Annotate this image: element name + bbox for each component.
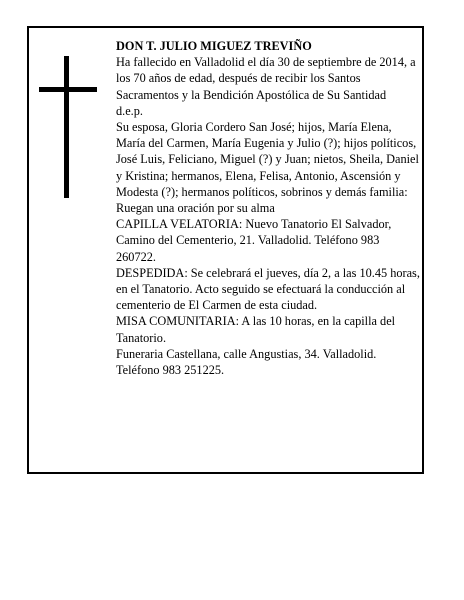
family-list: Su esposa, Gloria Cordero San José; hijos, María Elena, María del Carmen, María Eugenia y Julio (?); hijos políticos, José Luis, Feliciano, Miguel (?) y Juan; nietos, Sheila, Daniel y Kristina; hermanos, Elena, Felisa, Antonio, Ascensión y Modesta (?); hermanos políticos, sobrinos y demás familia: (116, 120, 419, 199)
cross-icon (39, 56, 97, 198)
deceased-name: DON T. JULIO MIGUEZ TREVIÑO (116, 39, 312, 53)
farewell-info: DESPEDIDA: Se celebrará el jueves, día 2, a las 10.45 horas, en el Tanatorio. Acto seguido se efectuará la conducción al cementerio de El Carmen de esta ciudad. (116, 265, 420, 313)
obituary-notice (27, 26, 424, 474)
funeral-home-info: Funeraria Castellana, calle Angustias, 34. Valladolid. Teléfono 983 251225. (116, 346, 377, 378)
chapel-info: CAPILLA VELATORIA: Nuevo Tanatorio El Salvador, Camino del Cementerio, 21. Valladolid. Teléfono 983 260722. (116, 217, 392, 264)
cross-horizontal-bar (39, 87, 97, 92)
cross-vertical-bar (64, 56, 69, 198)
notice-text (116, 38, 422, 378)
prayer-request: Ruegan una oración por su alma (116, 201, 275, 216)
mass-info: MISA COMUNITARIA: A las 10 horas, en la capilla del Tanatorio. (116, 314, 396, 345)
death-announcement: Ha fallecido en Valladolid el día 30 de septiembre de 2014, a los 70 años de edad, después de recibir los Santos Sacramentos y la Bendición Apostólica de Su Santidad (116, 55, 416, 102)
dep-line: d.e.p. (116, 103, 143, 118)
